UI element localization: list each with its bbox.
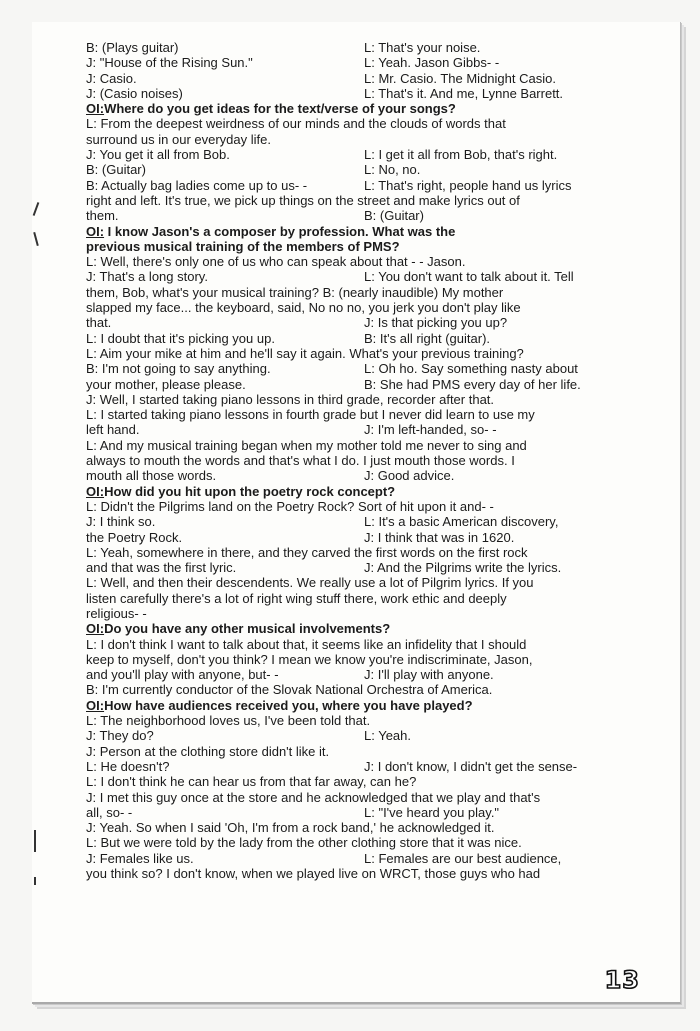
- line-right: L: Mr. Casio. The Midnight Casio.: [364, 70, 556, 86]
- line-right: L: It's a basic American discovery,: [364, 514, 559, 530]
- line-text: J: That's a long story.: [86, 269, 208, 285]
- line-text: Where do you get ideas for the text/verse of your songs?: [104, 101, 456, 117]
- line-left: [86, 621, 390, 636]
- line-text: surround us in our everyday life.: [86, 131, 271, 147]
- interview-transcript: [86, 40, 646, 881]
- transcript-line: [86, 178, 646, 193]
- transcript-line: [86, 851, 646, 866]
- line-left: [86, 162, 146, 177]
- question-label: OI:: [86, 483, 105, 499]
- line-text: left hand.: [86, 422, 140, 438]
- line-left: [86, 790, 540, 805]
- transcript-line: [86, 514, 646, 529]
- line-left: [86, 637, 526, 652]
- line-left: [86, 178, 307, 193]
- line-text: L: I don't think he can hear us from that far away, can he?: [86, 774, 417, 790]
- interviewer-question: [86, 101, 646, 116]
- line-text: and that was the first lyric.: [86, 560, 237, 576]
- line-text: L: And my musical training began when my mother told me never to sing and: [86, 437, 527, 453]
- line-right: L: Yeah.: [364, 728, 411, 744]
- transcript-line: [86, 560, 646, 575]
- line-text: J: Females like us.: [86, 850, 194, 866]
- line-text: L: Well, and then their descendents. We really use a lot of Pilgrim lyrics. If you: [86, 575, 534, 591]
- line-text: mouth all those words.: [86, 468, 217, 484]
- line-left: [86, 438, 527, 453]
- line-left: [86, 499, 494, 514]
- line-text: J: I think so.: [86, 514, 156, 530]
- line-text: that.: [86, 315, 112, 331]
- line-text: slapped my face... the keyboard, said, No no no, you jerk you don't play like: [86, 300, 521, 316]
- transcript-line: [86, 193, 646, 208]
- line-text: keep to myself, don't you think? I mean we know you're indiscriminate, Jason,: [86, 651, 533, 667]
- line-text: J: You get it all from Bob.: [86, 147, 230, 163]
- transcript-line: [86, 713, 646, 728]
- line-left: [86, 530, 182, 545]
- line-left: [86, 667, 279, 682]
- line-text: L: But we were told by the lady from the other clothing store that it was nice.: [86, 835, 522, 851]
- line-left: [86, 774, 416, 789]
- line-right: J: And the Pilgrims write the lyrics.: [364, 560, 562, 576]
- line-text: L: From the deepest weirdness of our minds and the clouds of words that: [86, 116, 506, 132]
- transcript-line: [86, 835, 646, 850]
- line-text: How did you hit upon the poetry rock concept?: [104, 483, 396, 499]
- transcript-line: [86, 682, 646, 697]
- transcript-line: [86, 530, 646, 545]
- transcript-line: [86, 866, 646, 881]
- interviewer-question: [86, 239, 646, 254]
- line-text: religious- -: [86, 605, 147, 621]
- transcript-line: [86, 820, 646, 835]
- line-left: [86, 254, 465, 269]
- line-text: B: I'm currently conductor of the Slovak National Orchestra of America.: [86, 682, 493, 698]
- transcript-line: [86, 147, 646, 162]
- transcript-line: [86, 132, 646, 147]
- line-right: J: I'm left-handed, so- -: [364, 422, 497, 438]
- line-left: [86, 682, 492, 697]
- transcript-line: [86, 637, 646, 652]
- line-text: listen carefully there's a lot of right wing stuff there, work ethic and deeply: [86, 590, 507, 606]
- line-text: J: Casio.: [86, 70, 137, 86]
- transcript-line: [86, 377, 646, 392]
- line-left: [86, 315, 111, 330]
- transcript-line: [86, 575, 646, 590]
- transcript-line: [86, 86, 646, 101]
- line-text: L: I don't think I want to talk about that, it seems like an infidelity that I should: [86, 636, 527, 652]
- line-right: B: It's all right (guitar).: [364, 330, 491, 346]
- margin-mark: [34, 830, 36, 852]
- line-text: L: I doubt that it's picking you up.: [86, 330, 275, 346]
- question-label: OI:: [86, 101, 105, 117]
- line-right: B: She had PMS every day of her life.: [364, 376, 581, 392]
- interviewer-question: [86, 621, 646, 636]
- line-text: L: Aim your mike at him and he'll say it again. What's your previous training?: [86, 345, 524, 361]
- question-label: OI:: [86, 621, 105, 637]
- transcript-line: [86, 591, 646, 606]
- transcript-line: [86, 407, 646, 422]
- page-number: 13: [604, 966, 640, 994]
- line-left: [86, 728, 154, 743]
- transcript-line: [86, 71, 646, 86]
- line-left: [86, 514, 155, 529]
- transcript-line: [86, 667, 646, 682]
- line-left: [86, 55, 253, 70]
- line-text: right and left. It's true, we pick up things on the street and make lyrics out of: [86, 192, 520, 208]
- transcript-line: [86, 468, 646, 483]
- transcript-line: [86, 300, 646, 315]
- line-left: [86, 239, 400, 254]
- transcript-line: [86, 285, 646, 300]
- line-right: J: Is that picking you up?: [364, 315, 508, 331]
- interviewer-question: [86, 224, 646, 239]
- line-right: J: I'll play with anyone.: [364, 667, 494, 683]
- line-left: [86, 744, 329, 759]
- line-left: [86, 331, 275, 346]
- line-left: [86, 652, 532, 667]
- transcript-line: [86, 805, 646, 820]
- line-right: L: That's your noise.: [364, 40, 481, 55]
- transcript-line: [86, 728, 646, 743]
- line-left: [86, 606, 147, 621]
- transcript-line: [86, 422, 646, 437]
- interviewer-question: [86, 484, 646, 499]
- line-right: L: Yeah. Jason Gibbs- -: [364, 55, 500, 71]
- line-left: [86, 484, 395, 499]
- line-left: [86, 468, 216, 483]
- transcript-line: [86, 208, 646, 223]
- line-text: all, so- -: [86, 804, 133, 820]
- line-text: L: The neighborhood loves us, I've been told that.: [86, 713, 371, 729]
- line-left: [86, 407, 535, 422]
- line-left: [86, 805, 132, 820]
- transcript-line: [86, 453, 646, 468]
- line-left: [86, 835, 522, 850]
- line-left: [86, 208, 119, 223]
- line-text: L: He doesn't?: [86, 758, 170, 774]
- question-label: OI:: [86, 697, 105, 713]
- transcript-line: [86, 315, 646, 330]
- line-left: [86, 866, 540, 881]
- transcript-line: [86, 116, 646, 131]
- line-text: always to mouth the words and that's what I do. I just mouth those words. I: [86, 453, 515, 469]
- line-right: L: Females are our best audience,: [364, 850, 562, 866]
- line-left: [86, 132, 271, 147]
- line-text: Do you have any other musical involvements?: [104, 621, 391, 637]
- line-left: [86, 377, 246, 392]
- line-right: B: (Guitar): [364, 208, 424, 224]
- transcript-line: [86, 361, 646, 376]
- line-right: L: I get it all from Bob, that's right.: [364, 147, 558, 163]
- line-right: L: You don't want to talk about it. Tell: [364, 269, 574, 285]
- line-left: [86, 453, 515, 468]
- line-text: your mother, please please.: [86, 376, 246, 392]
- line-right: L: Oh ho. Say something nasty about: [364, 361, 578, 377]
- line-text: B: (Guitar): [86, 162, 146, 178]
- transcript-line: [86, 55, 646, 70]
- question-label: OI:: [86, 223, 105, 239]
- line-text: J: Person at the clothing store didn't like it.: [86, 743, 330, 759]
- line-left: [86, 820, 495, 835]
- transcript-line: [86, 392, 646, 407]
- line-right: L: No, no.: [364, 162, 421, 178]
- transcript-line: [86, 790, 646, 805]
- line-left: [86, 392, 494, 407]
- line-text: J: Well, I started taking piano lessons in third grade, recorder after that.: [86, 391, 495, 407]
- line-text: How have audiences received you, where you have played?: [104, 697, 473, 713]
- line-left: [86, 224, 455, 239]
- line-text: B: Actually bag ladies come up to us- -: [86, 177, 308, 193]
- margin-mark: [33, 202, 40, 216]
- line-left: [86, 346, 524, 361]
- interviewer-question: [86, 698, 646, 713]
- margin-mark: [33, 232, 39, 246]
- line-left: [86, 591, 507, 606]
- line-text: J: They do?: [86, 728, 154, 744]
- line-left: [86, 560, 236, 575]
- line-left: [86, 101, 456, 116]
- line-text: J: Yeah. So when I said 'Oh, I'm from a rock band,' he acknowledged it.: [86, 820, 495, 836]
- line-text: you think so? I don't know, when we played live on WRCT, those guys who had: [86, 866, 541, 882]
- line-text: the Poetry Rock.: [86, 529, 183, 545]
- transcript-line: [86, 652, 646, 667]
- line-right: L: That's it. And me, Lynne Barrett.: [364, 85, 564, 101]
- line-right: J: I don't know, I didn't get the sense-: [364, 758, 578, 774]
- line-text: L: Yeah, somewhere in there, and they carved the first words on the first rock: [86, 544, 528, 560]
- line-text: L: I started taking piano lessons in fourth grade but I never did learn to use my: [86, 407, 535, 423]
- line-text: J: (Casio noises): [86, 85, 183, 101]
- line-left: [86, 193, 520, 208]
- line-text: L: Well, there's only one of us who can speak about that - - Jason.: [86, 254, 466, 270]
- line-left: [86, 116, 506, 131]
- line-left: [86, 86, 183, 101]
- line-text: I know Jason's a composer by profession. What was the: [104, 223, 456, 239]
- line-left: [86, 422, 140, 437]
- line-left: [86, 759, 169, 774]
- line-left: [86, 545, 528, 560]
- transcript-line: [86, 606, 646, 621]
- transcript-line: [86, 744, 646, 759]
- line-left: [86, 285, 503, 300]
- line-left: [86, 269, 208, 284]
- transcript-line: [86, 40, 646, 55]
- line-left: [86, 300, 521, 315]
- line-left: [86, 147, 230, 162]
- line-right: L: "I've heard you play.": [364, 804, 500, 820]
- line-text: L: Didn't the Pilgrims land on the Poetry Rock? Sort of hit upon it and- -: [86, 498, 494, 514]
- line-right: J: I think that was in 1620.: [364, 529, 515, 545]
- line-left: [86, 575, 534, 590]
- line-left: [86, 851, 194, 866]
- line-text: B: (Plays guitar): [86, 40, 179, 55]
- transcript-line: [86, 438, 646, 453]
- line-left: [86, 40, 178, 55]
- line-text: them.: [86, 208, 119, 224]
- transcript-line: [86, 254, 646, 269]
- line-text: and you'll play with anyone, but- -: [86, 667, 279, 683]
- line-right: L: That's right, people hand us lyrics: [364, 177, 572, 193]
- magazine-page: [32, 22, 681, 1004]
- line-left: [86, 713, 370, 728]
- line-text: J: I met this guy once at the store and he acknowledged that we play and that's: [86, 789, 541, 805]
- transcript-line: [86, 331, 646, 346]
- margin-mark: [34, 877, 36, 885]
- transcript-line: [86, 759, 646, 774]
- line-text: B: I'm not going to say anything.: [86, 361, 271, 377]
- line-left: [86, 698, 473, 713]
- line-text: previous musical training of the members of PMS?: [86, 238, 400, 254]
- transcript-line: [86, 774, 646, 789]
- transcript-line: [86, 162, 646, 177]
- line-left: [86, 361, 271, 376]
- transcript-line: [86, 545, 646, 560]
- transcript-line: [86, 346, 646, 361]
- line-left: [86, 71, 137, 86]
- line-text: J: "House of the Rising Sun.": [86, 55, 253, 71]
- line-text: them, Bob, what's your musical training? B: (nearly inaudible) My mother: [86, 284, 504, 300]
- transcript-line: [86, 269, 646, 284]
- transcript-line: [86, 499, 646, 514]
- line-right: J: Good advice.: [364, 468, 455, 484]
